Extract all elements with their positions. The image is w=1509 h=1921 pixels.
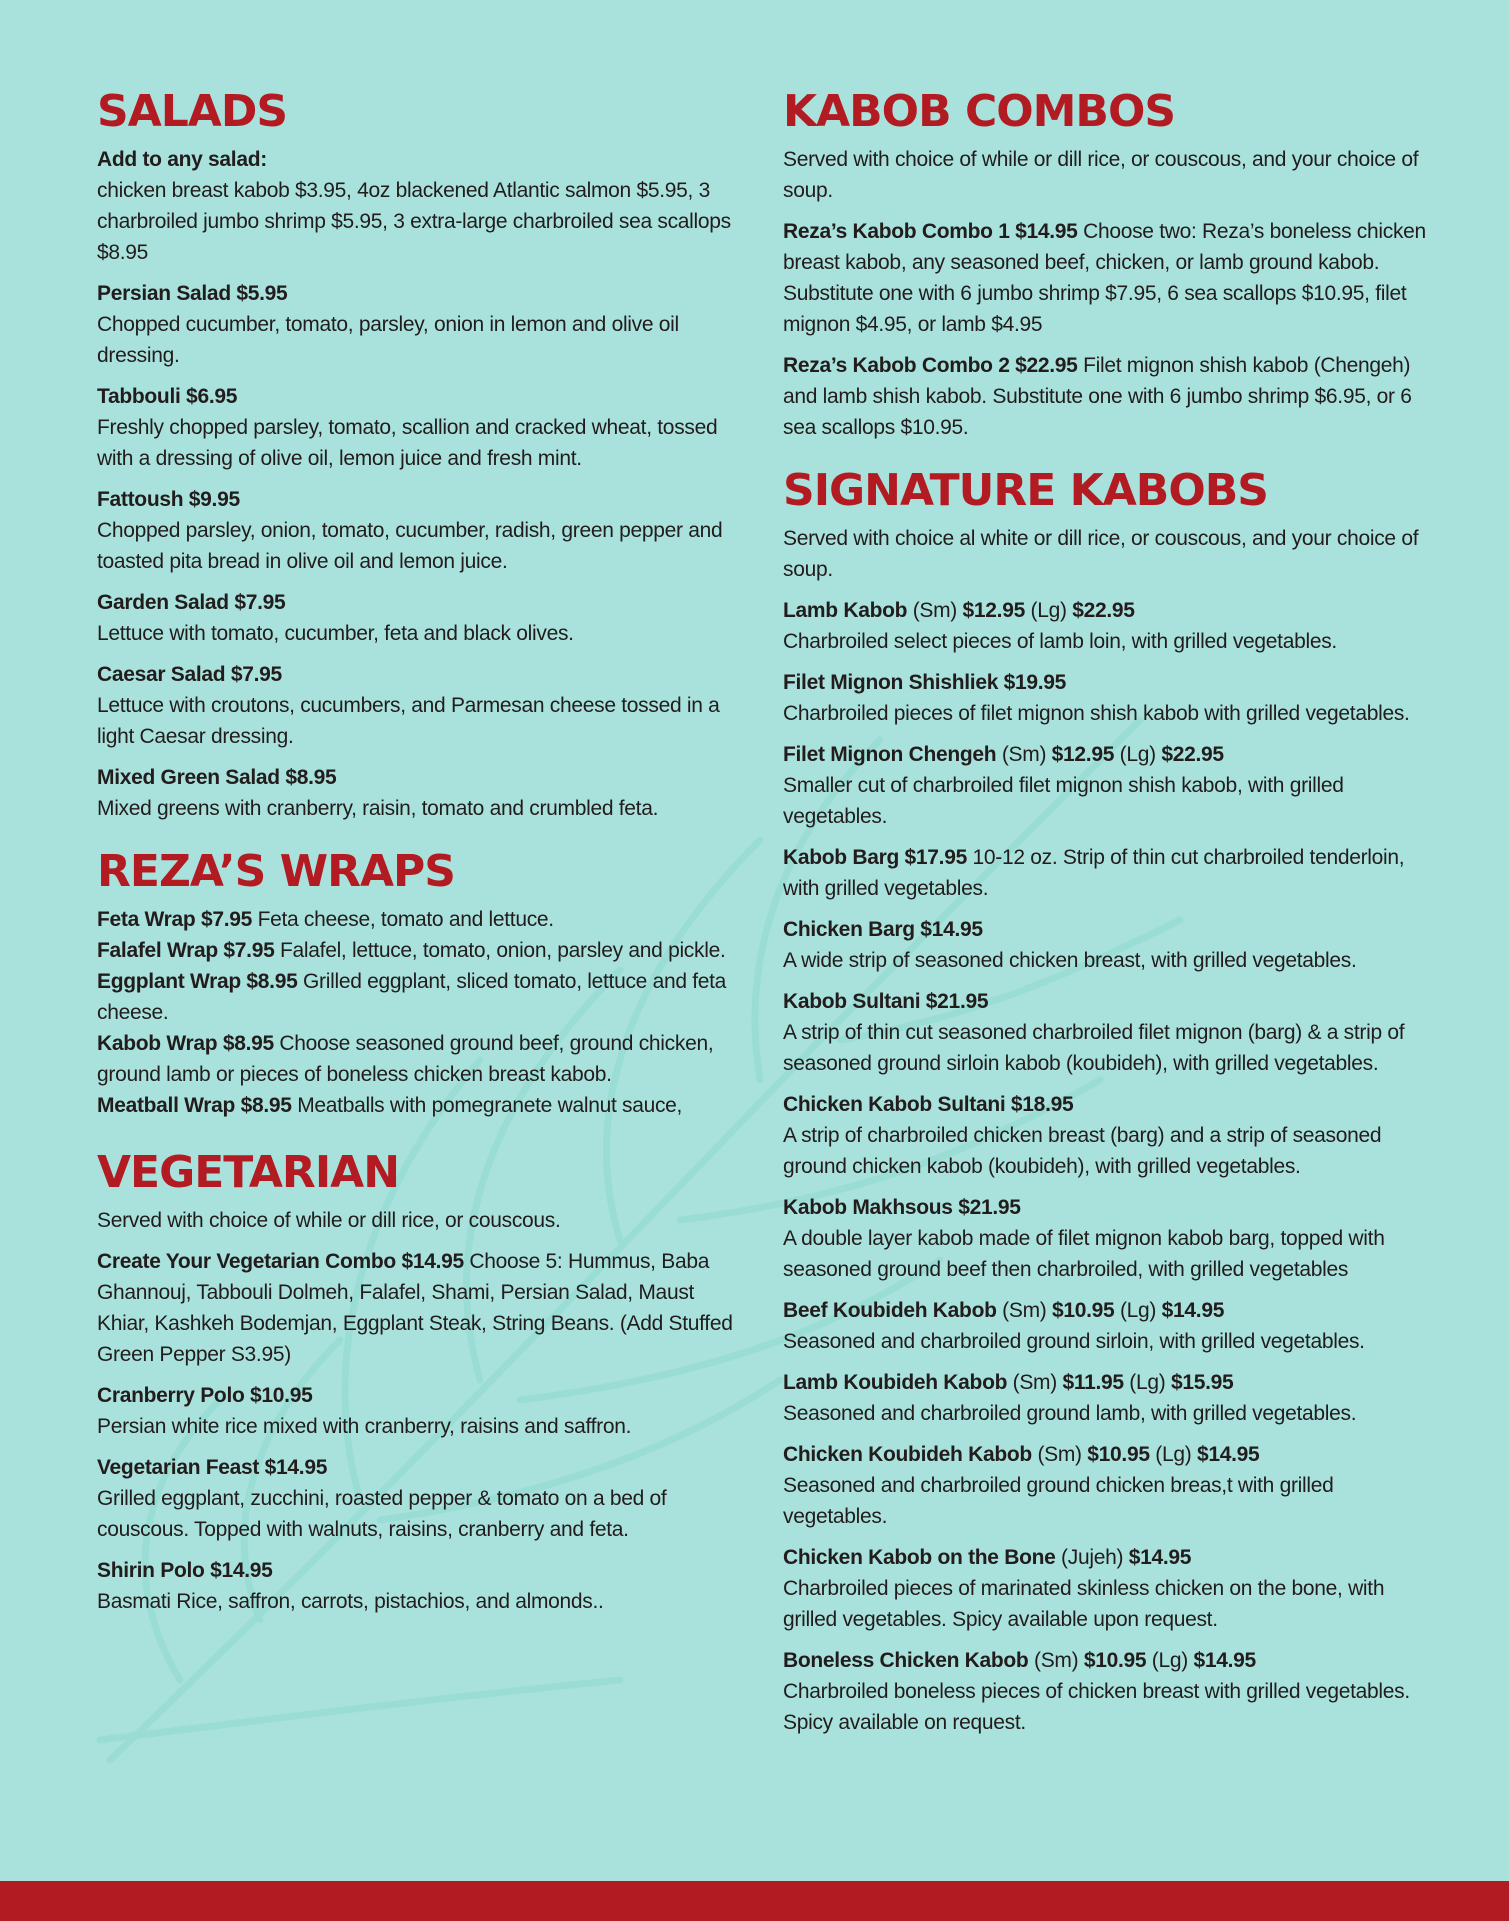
size-lg-label: (Lg) bbox=[1146, 1649, 1194, 1672]
item-name: Feta Wrap $7.95 bbox=[97, 908, 253, 931]
item-name: Boneless Chicken Kabob bbox=[783, 1649, 1029, 1672]
item-desc: A wide strip of seasoned chicken breast, with grilled vegetables. bbox=[783, 949, 1357, 972]
item-desc: Filet mignon shish kabob (Chengeh) and lamb shish kabob. Substitute one with 6 jumbo shrimp $6.95, or 6 sea scallops $10.95. bbox=[783, 354, 1412, 439]
item-name: Reza’s Kabob Combo 2 $22.95 bbox=[783, 354, 1078, 377]
item-desc: Charbroiled select pieces of lamb loin, with grilled vegetables. bbox=[783, 630, 1337, 653]
item-name: Falafel Wrap $7.95 bbox=[97, 939, 275, 962]
item-name: Beef Koubideh Kabob bbox=[783, 1299, 997, 1322]
size-lg-label: (Lg) bbox=[1114, 1299, 1162, 1322]
left-column bbox=[97, 86, 747, 1627]
size-lg-label: (Lg) bbox=[1114, 743, 1162, 766]
vegetarian-section bbox=[97, 1147, 747, 1617]
menu-item-beef-koubideh-kabob bbox=[783, 1295, 1443, 1357]
item-desc: Basmati Rice, saffron, carrots, pistachios, and almonds.. bbox=[97, 1590, 604, 1613]
menu-item-mixed-green-salad bbox=[97, 762, 747, 824]
menu-item-lamb-kabob bbox=[783, 595, 1443, 657]
menu-item-kabob-combo-2 bbox=[783, 350, 1443, 443]
item-name: Kabob Sultani $21.95 bbox=[783, 990, 989, 1013]
size-sm-label: (Sm) bbox=[1028, 1649, 1084, 1672]
section-title-salads: SALADS bbox=[97, 86, 288, 137]
item-name: Chicken Kabob Sultani $18.95 bbox=[783, 1093, 1074, 1116]
item-desc: Chopped cucumber, tomato, parsley, onion in lemon and olive oil dressing. bbox=[97, 313, 679, 367]
size-lg-label: (Lg) bbox=[1024, 599, 1073, 622]
item-desc: Lettuce with croutons, cucumbers, and Parmesan cheese tossed in a light Caesar dressing. bbox=[97, 694, 720, 748]
section-title-vegetarian: VEGETARIAN bbox=[97, 1147, 400, 1198]
item-name: Lamb Kabob bbox=[783, 599, 908, 622]
price: $14.95 bbox=[1128, 1546, 1192, 1569]
menu-item-vegetarian-feast bbox=[97, 1452, 747, 1545]
size-sm-label: (Sm) bbox=[1031, 1443, 1088, 1466]
menu-item-kabob-makhsous bbox=[783, 1192, 1443, 1285]
section-intro: Served with choice of while or dill rice, or couscous. bbox=[97, 1209, 561, 1232]
price-lg: $22.95 bbox=[1072, 599, 1135, 622]
section-title-signature-kabobs: SIGNATURE KABOBS bbox=[783, 465, 1268, 516]
menu-item-falafel-wrap bbox=[97, 935, 747, 966]
item-desc: Chopped parsley, onion, tomato, cucumber, radish, green pepper and toasted pita bread in olive oil and lemon juice. bbox=[97, 519, 723, 573]
item-name: Create Your Vegetarian Combo $14.95 bbox=[97, 1250, 464, 1273]
menu-item-fattoush bbox=[97, 484, 747, 577]
item-name: Kabob Makhsous $21.95 bbox=[783, 1196, 1021, 1219]
salads-section bbox=[97, 86, 747, 824]
item-desc: Choose seasoned ground beef, ground chicken, ground lamb or pieces of boneless chicken breast kabob. bbox=[97, 1032, 714, 1086]
item-desc: Falafel, lettuce, tomato, onion, parsley and pickle. bbox=[274, 939, 726, 962]
right-column bbox=[783, 86, 1443, 1748]
item-desc: Choose two: Reza’s boneless chicken breast kabob, any seasoned beef, chicken, or lamb ground kabob. Substitute one with 6 jumbo shrimp $7.95, 6 sea scallops $10.95, filet mignon $4.95, or lamb $4.95 bbox=[783, 220, 1426, 336]
item-desc: Lettuce with tomato, cucumber, feta and black olives. bbox=[97, 622, 574, 645]
item-name: Cranberry Polo $10.95 bbox=[97, 1384, 313, 1407]
menu-item-kabob-barg bbox=[783, 842, 1443, 904]
price-lg: $14.95 bbox=[1196, 1443, 1260, 1466]
signature-kabobs-section bbox=[783, 465, 1443, 1738]
item-name: Chicken Kabob on the Bone bbox=[783, 1546, 1056, 1569]
item-desc: A double layer kabob made of filet mignon kabob barg, topped with seasoned ground beef then charbroiled, with grilled vegetables bbox=[783, 1227, 1385, 1281]
menu-item-filet-mignon-shishliek bbox=[783, 667, 1443, 729]
salad-addons bbox=[97, 144, 747, 268]
item-desc: Mixed greens with cranberry, raisin, tomato and crumbled feta. bbox=[97, 797, 659, 820]
section-title-wraps: REZA’S WRAPS bbox=[97, 846, 455, 897]
item-desc: Feta cheese, tomato and lettuce. bbox=[252, 908, 554, 931]
price-sm: $12.95 bbox=[1051, 743, 1115, 766]
item-name: Kabob Wrap $8.95 bbox=[97, 1032, 274, 1055]
item-name: Vegetarian Feast $14.95 bbox=[97, 1456, 328, 1479]
menu-item-tabbouli bbox=[97, 381, 747, 474]
section-title-kabob-combos: KABOB COMBOS bbox=[783, 86, 1176, 137]
section-intro: Served with choice al white or dill rice, or couscous, and your choice of soup. bbox=[783, 527, 1419, 581]
menu-item-garden-salad bbox=[97, 587, 747, 649]
price-sm: $10.95 bbox=[1087, 1443, 1150, 1466]
menu-item-meatball-wrap bbox=[97, 1090, 747, 1121]
price-lg: $14.95 bbox=[1193, 1649, 1256, 1672]
price-lg: $22.95 bbox=[1161, 743, 1224, 766]
item-name: Mixed Green Salad $8.95 bbox=[97, 766, 337, 789]
size-sm-label: (Sm) bbox=[907, 599, 963, 622]
menu-item-chicken-koubideh-kabob bbox=[783, 1439, 1443, 1532]
item-desc: Charbroiled pieces of marinated skinless chicken on the bone, with grilled vegetables. Spicy available upon request. bbox=[783, 1577, 1385, 1631]
item-desc: 10-12 oz. Strip of thin cut charbroiled tenderloin, with grilled vegetables. bbox=[783, 846, 1405, 900]
item-name: Kabob Barg $17.95 bbox=[783, 846, 967, 869]
price-sm: $10.95 bbox=[1083, 1649, 1147, 1672]
size-sm-label: (Sm) bbox=[996, 743, 1052, 766]
item-desc: Charbroiled pieces of filet mignon shish kabob with grilled vegetables. bbox=[783, 702, 1410, 725]
size-lg-label: (Lg) bbox=[1149, 1443, 1197, 1466]
menu-item-vegetarian-combo bbox=[97, 1246, 747, 1370]
item-name: Reza’s Kabob Combo 1 $14.95 bbox=[783, 220, 1078, 243]
item-desc: Grilled eggplant, zucchini, roasted pepper & tomato on a bed of couscous. Topped with walnuts, raisins, cranberry and feta. bbox=[97, 1487, 667, 1541]
item-name: Persian Salad $5.95 bbox=[97, 282, 288, 305]
section-intro: Served with choice of while or dill rice, or couscous, and your choice of soup. bbox=[783, 148, 1419, 202]
size-lg-label: (Lg) bbox=[1123, 1371, 1171, 1394]
item-desc: Seasoned and charbroiled ground sirloin, with grilled vegetables. bbox=[783, 1330, 1365, 1353]
item-desc: Grilled eggplant, sliced tomato, lettuce and feta cheese. bbox=[97, 970, 727, 1024]
price-lg: $14.95 bbox=[1161, 1299, 1225, 1322]
item-desc: Meatballs with pomegranete walnut sauce, bbox=[291, 1094, 683, 1117]
item-desc: A strip of thin cut seasoned charbroiled filet mignon (barg) & a strip of seasoned ground sirloin kabob (koubideh), with grilled vegetables. bbox=[783, 1021, 1405, 1075]
menu-item-cranberry-polo bbox=[97, 1380, 747, 1442]
item-name: Chicken Koubideh Kabob bbox=[783, 1443, 1032, 1466]
kabob-combos-section bbox=[783, 86, 1443, 443]
menu-item-chicken-kabob-sultani bbox=[783, 1089, 1443, 1182]
item-desc: Seasoned and charbroiled ground chicken breas,t with grilled vegetables. bbox=[783, 1474, 1334, 1528]
item-desc: A strip of charbroiled chicken breast (barg) and a strip of seasoned ground chicken kabob (koubideh), with grilled vegetables. bbox=[783, 1124, 1382, 1178]
menu-item-caesar-salad bbox=[97, 659, 747, 752]
size-sm-label: (Sm) bbox=[996, 1299, 1052, 1322]
item-name: Shirin Polo $14.95 bbox=[97, 1559, 273, 1582]
item-desc: Smaller cut of charbroiled filet mignon shish kabob, with grilled vegetables. bbox=[783, 774, 1344, 828]
item-name: Lamb Koubideh Kabob bbox=[783, 1371, 1008, 1394]
item-desc: Seasoned and charbroiled ground lamb, with grilled vegetables. bbox=[783, 1402, 1357, 1425]
size-sm-label: (Sm) bbox=[1007, 1371, 1063, 1394]
menu-item-boneless-chicken-kabob bbox=[783, 1645, 1443, 1738]
item-name: Caesar Salad $7.95 bbox=[97, 663, 282, 686]
item-desc: Freshly chopped parsley, tomato, scallion and cracked wheat, tossed with a dressing of olive oil, lemon juice and fresh mint. bbox=[97, 416, 718, 470]
item-name: Eggplant Wrap $8.95 bbox=[97, 970, 298, 993]
price-sm: $12.95 bbox=[962, 599, 1025, 622]
price-sm: $11.95 bbox=[1062, 1371, 1124, 1394]
menu-item-filet-mignon-chengeh bbox=[783, 739, 1443, 832]
price-lg: $15.95 bbox=[1170, 1371, 1234, 1394]
addon-text: chicken breast kabob $3.95, 4oz blackened Atlantic salmon $5.95, 3 charbroiled jumbo shrimp $5.95, 3 extra-large charbroiled sea scallops $8.95 bbox=[97, 179, 731, 264]
addon-label: Add to any salad: bbox=[97, 148, 267, 171]
menu-item-kabob-wrap bbox=[97, 1028, 747, 1090]
item-name: Garden Salad $7.95 bbox=[97, 591, 286, 614]
item-name: Chicken Barg $14.95 bbox=[783, 918, 983, 941]
menu-item-feta-wrap bbox=[97, 904, 747, 935]
menu-item-persian-salad bbox=[97, 278, 747, 371]
item-desc: Choose 5: Hummus, Baba Ghannouj, Tabbouli Dolmeh, Falafel, Shami, Persian Salad, Maust Khiar, Kashkeh Bodemjan, Eggplant Steak, String Beans. (Add Stuffed Green Pepper S3.95) bbox=[97, 1250, 733, 1366]
item-name: Filet Mignon Shishliek $19.95 bbox=[783, 671, 1067, 694]
item-desc: Charbroiled boneless pieces of chicken breast with grilled vegetables. Spicy available on request. bbox=[783, 1680, 1410, 1734]
menu-item-kabob-combo-1 bbox=[783, 216, 1443, 340]
wraps-section bbox=[97, 846, 747, 1121]
menu-item-shirin-polo bbox=[97, 1555, 747, 1617]
item-name: Fattoush $9.95 bbox=[97, 488, 240, 511]
footer-bar bbox=[0, 1881, 1509, 1921]
item-name: Tabbouli $6.95 bbox=[97, 385, 238, 408]
price-sm: $10.95 bbox=[1052, 1299, 1115, 1322]
item-desc: Persian white rice mixed with cranberry, raisins and saffron. bbox=[97, 1415, 632, 1438]
menu-item-eggplant-wrap bbox=[97, 966, 747, 1028]
item-subname: (Jujeh) bbox=[1055, 1546, 1129, 1569]
menu-item-chicken-barg bbox=[783, 914, 1443, 976]
menu-item-chicken-kabob-on-the-bone bbox=[783, 1542, 1443, 1635]
menu-item-kabob-sultani bbox=[783, 986, 1443, 1079]
item-name: Filet Mignon Chengeh bbox=[783, 743, 997, 766]
item-name: Meatball Wrap $8.95 bbox=[97, 1094, 292, 1117]
menu-item-lamb-koubideh-kabob bbox=[783, 1367, 1443, 1429]
